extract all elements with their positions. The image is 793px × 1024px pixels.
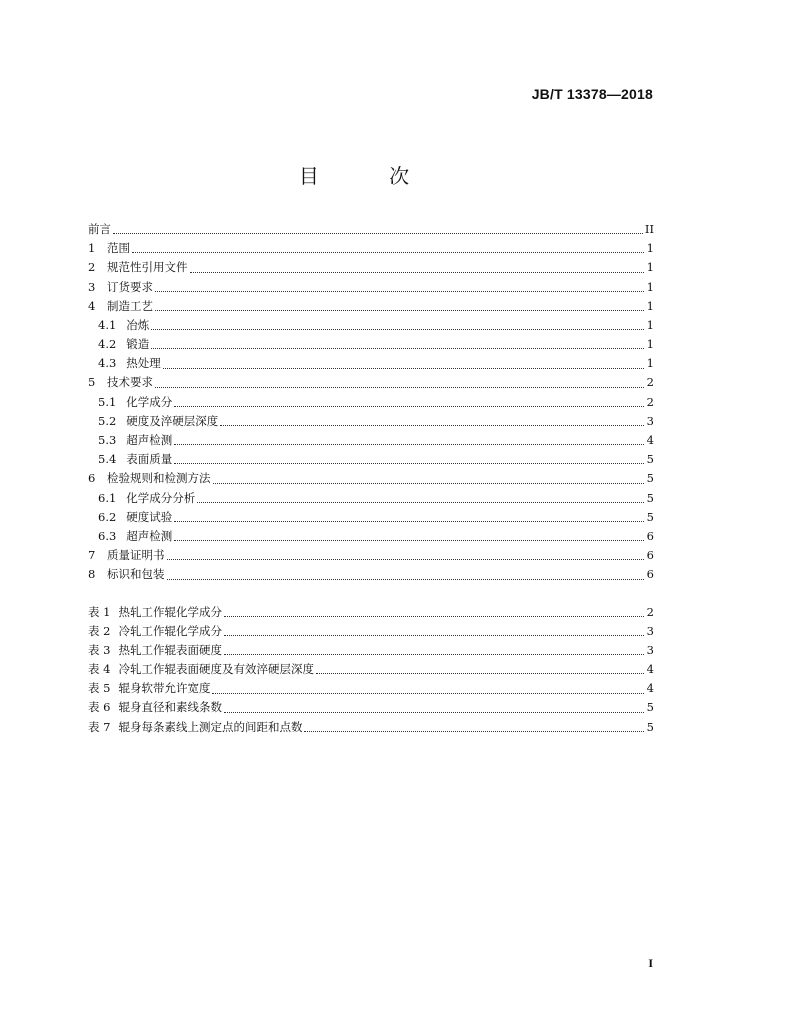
toc-number: 5.1 <box>98 394 117 409</box>
toc-entry-4[interactable] <box>88 297 654 316</box>
standard-code: JB/T 13378—2018 <box>531 86 653 102</box>
toc-leader-dots <box>167 558 645 560</box>
toc-leader-dots <box>190 271 645 273</box>
table-label: 辊身软带允许宽度 <box>118 681 211 696</box>
toc-label: 质量证明书 <box>107 548 165 563</box>
toc-page: 3 <box>646 642 654 657</box>
toc-page: 5 <box>646 490 654 505</box>
toc-label: 标识和包装 <box>107 567 165 582</box>
toc-entry-foreword[interactable] <box>88 220 654 239</box>
toc-page: 5 <box>646 700 654 715</box>
toc-number: 4.1 <box>98 317 117 332</box>
table-label: 辊身每条素线上测定点的间距和点数 <box>118 719 303 734</box>
table-number: 表 3 <box>88 642 111 657</box>
toc-page: 5 <box>646 452 654 467</box>
toc-leader-dots <box>151 328 644 330</box>
toc-leader-dots <box>224 711 644 713</box>
toc-page: 4 <box>646 433 654 448</box>
toc-entry-4-2[interactable] <box>88 335 654 354</box>
toc-label: 制造工艺 <box>107 298 153 313</box>
toc-entry-6[interactable] <box>88 469 654 488</box>
toc-leader-dots <box>174 539 644 541</box>
toc-number: 8 <box>88 567 96 582</box>
toc-entry-5-2[interactable] <box>88 412 654 431</box>
toc-number: 3 <box>88 279 96 294</box>
toc-number: 7 <box>88 548 96 563</box>
toc-label: 化学成分 <box>126 394 173 409</box>
toc-label: 技术要求 <box>107 375 153 390</box>
table-number: 表 4 <box>88 662 111 677</box>
toc-label: 规范性引用文件 <box>107 260 188 275</box>
toc-label: 硬度试验 <box>126 509 173 524</box>
toc-entry-8[interactable] <box>88 565 654 584</box>
toc-entry-3[interactable] <box>88 278 654 297</box>
toc-label: 超声检测 <box>126 433 173 448</box>
toc-number: 6.1 <box>98 490 117 505</box>
toc-page: 1 <box>646 241 654 256</box>
toc-number: 5 <box>88 375 96 390</box>
toc-leader-dots <box>174 443 644 445</box>
table-number: 表 1 <box>88 604 111 619</box>
toc-leader-dots <box>113 232 643 234</box>
table-list-entry-3[interactable] <box>88 641 654 660</box>
toc-entry-6-3[interactable] <box>88 527 654 546</box>
toc-page: 6 <box>646 528 654 543</box>
table-label: 辊身直径和素线条数 <box>118 700 222 715</box>
toc-page: 2 <box>646 604 654 619</box>
table-number: 表 5 <box>88 681 111 696</box>
toc-page: 4 <box>646 681 654 696</box>
toc-label: 锻造 <box>126 337 150 352</box>
toc-leader-dots <box>132 251 644 253</box>
toc-page: 1 <box>646 260 654 275</box>
toc-entry-1[interactable] <box>88 239 654 258</box>
toc-page: 6 <box>646 567 654 582</box>
toc-page: 5 <box>646 509 654 524</box>
toc-leader-dots <box>155 386 644 388</box>
toc-number: 6 <box>88 471 96 486</box>
table-list-entry-4[interactable] <box>88 660 654 679</box>
toc-page: 2 <box>646 394 654 409</box>
toc-number: 4.3 <box>98 356 117 371</box>
toc-leader-dots <box>197 501 644 503</box>
toc-number: 1 <box>88 241 96 256</box>
toc-leader-dots <box>151 347 644 349</box>
toc-page: 5 <box>646 471 654 486</box>
toc-page: 1 <box>646 356 654 371</box>
toc-page: 1 <box>646 298 654 313</box>
toc-entry-5-1[interactable] <box>88 393 654 412</box>
toc-label: 超声检测 <box>126 528 173 543</box>
toc-label: 前言 <box>88 221 111 236</box>
table-list-entry-5[interactable] <box>88 679 654 698</box>
toc-leader-dots <box>212 692 644 694</box>
toc-number: 5.3 <box>98 433 117 448</box>
toc-page: 5 <box>646 719 654 734</box>
toc-entry-4-3[interactable] <box>88 354 654 373</box>
toc-page: 4 <box>646 662 654 677</box>
toc-leader-dots <box>174 405 644 407</box>
toc-label: 冶炼 <box>126 317 150 332</box>
toc-entry-5[interactable] <box>88 374 654 393</box>
toc-entry-6-2[interactable] <box>88 508 654 527</box>
toc-leader-dots <box>155 309 644 311</box>
toc-page: 6 <box>646 548 654 563</box>
toc-leader-dots <box>213 482 645 484</box>
toc-leader-dots <box>174 462 644 464</box>
toc-page: 1 <box>646 337 654 352</box>
toc-label: 表面质量 <box>126 452 173 467</box>
toc-page: 1 <box>646 317 654 332</box>
toc-number: 6.3 <box>98 528 117 543</box>
toc-entry-5-4[interactable] <box>88 450 654 469</box>
table-label: 热轧工作辊化学成分 <box>118 604 222 619</box>
toc-entry-7[interactable] <box>88 546 654 565</box>
section-spacer <box>88 585 654 603</box>
toc-page: II <box>644 221 654 236</box>
toc-leader-dots <box>163 367 644 369</box>
toc-entry-5-3[interactable] <box>88 431 654 450</box>
table-number: 表 7 <box>88 719 111 734</box>
toc-leader-dots <box>155 290 644 292</box>
table-list-entry-1[interactable] <box>88 603 654 622</box>
toc-entry-2[interactable] <box>88 258 654 277</box>
table-number: 表 2 <box>88 623 111 638</box>
toc-number: 5.2 <box>98 413 117 428</box>
toc-label: 订货要求 <box>107 279 153 294</box>
toc-leader-dots <box>304 730 644 732</box>
table-list-entry-6[interactable] <box>88 699 654 718</box>
toc-number: 4 <box>88 298 96 313</box>
page-title: 目 次 <box>298 164 442 188</box>
toc-leader-dots <box>174 520 644 522</box>
toc-leader-dots <box>220 424 644 426</box>
toc-number: 5.4 <box>98 452 117 467</box>
table-label: 冷轧工作辊表面硬度及有效淬硬层深度 <box>118 662 314 677</box>
table-label: 热轧工作辊表面硬度 <box>118 642 222 657</box>
toc-page: 3 <box>646 623 654 638</box>
toc-label: 范围 <box>107 241 130 256</box>
toc-leader-dots <box>224 634 644 636</box>
toc-entry-4-1[interactable] <box>88 316 654 335</box>
toc-leader-dots <box>316 672 644 674</box>
toc-label: 化学成分分析 <box>126 490 196 505</box>
toc-label: 热处理 <box>126 356 161 371</box>
table-number: 表 6 <box>88 700 111 715</box>
table-list-entry-7[interactable] <box>88 718 654 737</box>
toc-entry-6-1[interactable] <box>88 489 654 508</box>
toc-label: 检验规则和检测方法 <box>107 471 211 486</box>
toc-number: 6.2 <box>98 509 117 524</box>
page-number: I <box>648 956 653 970</box>
toc-leader-dots <box>167 578 645 580</box>
toc-number: 4.2 <box>98 337 117 352</box>
toc-number: 2 <box>88 260 96 275</box>
toc-page: 3 <box>646 413 654 428</box>
table-label: 冷轧工作辊化学成分 <box>118 623 222 638</box>
table-list-entry-2[interactable] <box>88 622 654 641</box>
table-of-contents <box>88 220 654 737</box>
toc-page: 1 <box>646 279 654 294</box>
toc-leader-dots <box>224 653 644 655</box>
toc-leader-dots <box>224 615 644 617</box>
toc-page: 2 <box>646 375 654 390</box>
toc-label: 硬度及淬硬层深度 <box>126 413 219 428</box>
